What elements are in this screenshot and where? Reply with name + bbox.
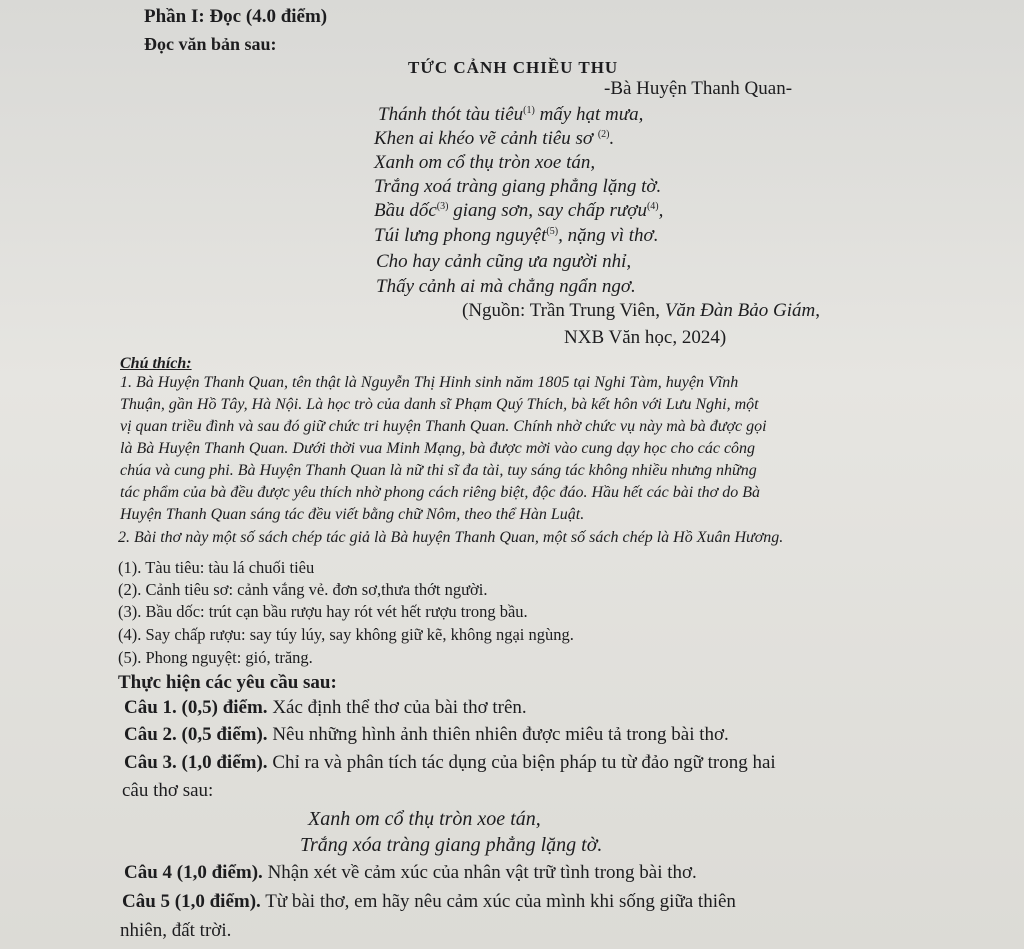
question-3-verse-2: Trắng xóa tràng giang phẳng lặng tờ. bbox=[300, 834, 603, 856]
note-line: 2. Bài thơ này một số sách chép tác giả là Bà huyện Thanh Quan, một số sách chép là Hồ Xuân Hương. bbox=[118, 529, 784, 546]
notes-heading: Chú thích: bbox=[120, 355, 192, 372]
question-5: Câu 5 (1,0 điểm). Từ bài thơ, em hãy nêu cảm xúc của mình khi sống giữa thiên bbox=[122, 891, 736, 912]
question-4: Câu 4 (1,0 điểm). Nhận xét về cảm xúc của nhân vật trữ tình trong bài thơ. bbox=[124, 862, 697, 883]
gloss-item: (1). Tàu tiêu: tàu lá chuối tiêu bbox=[118, 558, 315, 577]
note-line: Huyện Thanh Quan sáng tác đều viết bằng chữ Nôm, theo thể Hàn Luật. bbox=[120, 506, 585, 523]
gloss-item: (3). Bầu dốc: trút cạn bầu rượu hay rót vét hết rượu trong bầu. bbox=[118, 602, 528, 621]
poem-source: (Nguồn: Trần Trung Viên, Văn Đàn Bảo Giám, bbox=[462, 300, 820, 321]
note-line: chúa và cung phi. Bà Huyện Thanh Quan là nữ thi sĩ đa tài, tuy sáng tác không nhiều nhưng những bbox=[120, 462, 757, 479]
poem-publisher: NXB Văn học, 2024) bbox=[564, 327, 727, 348]
note-line: 1. Bà Huyện Thanh Quan, tên thật là Nguyễn Thị Hinh sinh năm 1805 tại Nghi Tàm, huyện Vĩnh bbox=[120, 374, 739, 391]
poem-title: TỨC CẢNH CHIỀU THU bbox=[408, 58, 619, 77]
question-3-verse-1: Xanh om cổ thụ tròn xoe tán, bbox=[308, 808, 541, 830]
poem-line-5: Bầu dốc$^{(3)}$ giang sơn, say chấp rượu$^{(4)}$, bbox=[374, 200, 664, 221]
question-5-continuation: nhiên, đất trời. bbox=[120, 920, 232, 941]
poem-line-8: Thấy cảnh ai mà chẳng ngẩn ngơ. bbox=[376, 276, 636, 297]
tasks-heading: Thực hiện các yêu cầu sau: bbox=[118, 672, 337, 693]
note-line: Thuận, gần Hồ Tây, Hà Nội. Là học trò của danh sĩ Phạm Quý Thích, bà kết hôn với Lưu Nghi, một bbox=[120, 396, 759, 413]
question-1: Câu 1. (0,5) điểm. Xác định thể thơ của bài thơ trên. bbox=[124, 697, 527, 718]
poem-line-6: Túi lưng phong nguyệt$^{(5)}$, nặng vì thơ. bbox=[374, 225, 659, 246]
note-line: vị quan triều đình và sau đó giữ chức tri huyện Thanh Quan. Chính nhờ chức vụ này mà bà được gọi bbox=[120, 418, 767, 435]
reading-instruction: Đọc văn bản sau: bbox=[144, 34, 277, 54]
question-3-continuation: câu thơ sau: bbox=[122, 780, 214, 801]
gloss-item: (2). Cảnh tiêu sơ: cảnh vắng vẻ. đơn sơ,thưa thớt người. bbox=[118, 580, 488, 599]
gloss-item: (4). Say chấp rượu: say túy lúy, say không giữ kẽ, không ngại ngùng. bbox=[118, 625, 574, 644]
note-line: tác phẩm của bà đều được yêu thích nhờ phong cách riêng biệt, độc đáo. Hầu hết các bài thơ do Bà bbox=[120, 484, 760, 501]
poem-line-3: Xanh om cổ thụ tròn xoe tán, bbox=[374, 152, 596, 173]
poem-line-4: Trắng xoá tràng giang phẳng lặng tờ. bbox=[374, 176, 662, 197]
poem-line-1: Thánh thót tàu tiêu$^{(1)}$ mấy hạt mưa, bbox=[378, 104, 644, 125]
poem-author: -Bà Huyện Thanh Quan- bbox=[604, 78, 793, 99]
gloss-item: (5). Phong nguyệt: gió, trăng. bbox=[118, 648, 313, 667]
question-2: Câu 2. (0,5 điểm). Nêu những hình ảnh thiên nhiên được miêu tả trong bài thơ. bbox=[124, 724, 729, 745]
note-line: là Bà Huyện Thanh Quan. Dưới thời vua Minh Mạng, bà được mời vào cung dạy học cho các công bbox=[120, 440, 756, 457]
question-3: Câu 3. (1,0 điểm). Chỉ ra và phân tích tác dụng của biện pháp tu từ đảo ngữ trong hai bbox=[124, 752, 776, 773]
poem-line-2: Khen ai khéo vẽ cảnh tiêu sơ $^{(2)}$. bbox=[374, 128, 615, 149]
poem-line-7: Cho hay cảnh cũng ưa người nhỉ, bbox=[376, 251, 632, 272]
section-heading: Phần I: Đọc (4.0 điểm) bbox=[144, 6, 328, 27]
